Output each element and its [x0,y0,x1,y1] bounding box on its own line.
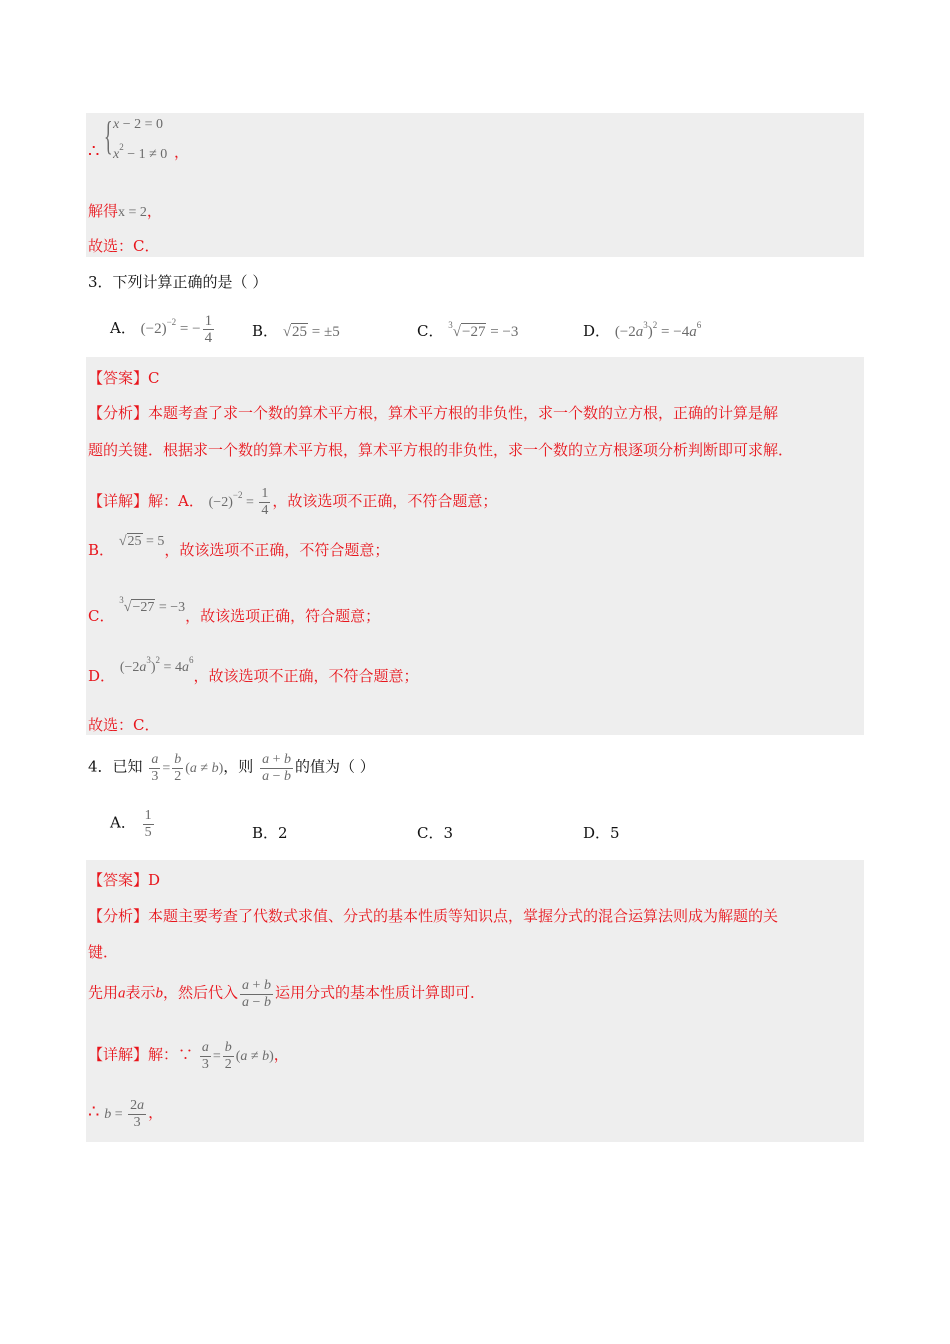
q3-detail-tag: 【详解】 [88,492,149,510]
q3-option-b-label: B． [252,322,279,340]
q3-option-d-label: D． [583,322,611,340]
system-line-1: x − 2 = 0 [113,117,164,132]
q4-option-b-value: 2 [278,824,288,842]
q4-method-suffix: 运用分式的基本性质计算即可． [274,983,485,1002]
q3-choose: 故选：C． [88,716,160,734]
q3-stem: 3．下列计算正确的是（ ） [88,273,268,291]
system-comma: ， [174,143,190,161]
q3-option-d[interactable]: D． $(-2a^3)^2 = -4a^6$ [583,320,702,340]
q4-method-prefix: 先用 [88,983,119,1002]
q3-option-c-label: C． [417,322,444,340]
q4-option-a-label: A． [110,813,136,832]
q4-therefore-line: ∴ b = $\frac{2a}{3}$ ， [88,1098,164,1130]
q3-analysis-line2: 题的关键．根据求一个数的算术平方根，算术平方根的非负性，求一个数的立方根逐项分析判断即可求解． [88,441,794,459]
q4-method-line: 先用a表示b，然后代入 $\frac{a + b}{a - b}$ 运用分式的基本性质计算即可． [88,978,485,1010]
q3-detail-prefix: 解：A． [148,492,204,510]
q3-option-c[interactable]: C． $^3$√−27 = −3 [417,320,519,340]
q4-analysis-line2: 键． [88,943,119,961]
q3-detail-c-label: C． [88,607,115,625]
q3-option-a-label: A． [110,318,136,337]
q4-detail-prefix: 解：∵ [148,1045,194,1064]
choose-line-q2: 故选：C． [88,237,160,255]
q4-option-c[interactable] [417,822,453,843]
q3-detail-c: C． $^3$√−27 = −3，故该选项正确，符合题意； [88,595,381,625]
q3-detail-d-text: ，故该选项不正确，不符合题意； [193,667,419,685]
q4-method-mid2: ，然后代入 [163,983,239,1002]
q3-answer [88,368,160,388]
q3-answer-value: C [148,369,160,387]
q3-option-b[interactable]: B． √25 = ±5 [252,322,340,340]
q4-method-mid1: 表示 [125,983,156,1002]
system-line-2: $x^2 - 1 \ne 0$ [113,142,168,162]
q4-option-a[interactable]: A． $\frac{1}{5}$ [110,808,152,840]
q3-detail-a: 【详解】解：A． $(-2)^{-2}$ = $\frac{1}{4}$ ，故该选项不正确，不符合题意； [88,486,498,519]
brace-symbol: { [104,113,113,158]
q4-stem: 4．已知 $\frac{a}{3}$ = $\frac{b}{2}$ (a ≠ b)，则 $\frac{a + b}{a - b}$ 的值为（ ） [88,752,375,784]
solve-line: 解得x = 2， [88,202,162,220]
q4-answer [88,870,160,890]
q4-detail-tag: 【详解】 [88,1045,149,1064]
q4-analysis-tag: 【分析】 [88,907,149,925]
q3-detail-d: D． $(-2a^3)^2 = 4a^6$，故该选项不正确，不符合题意； [88,655,419,685]
solution-block-q2 [86,113,864,257]
q4-analysis-line1 [88,906,778,926]
q3-analysis-text1: 本题考查了求一个数的算术平方根，算术平方根的非负性，求一个数的立方根，正确的计算是解 [148,404,779,422]
q4-detail-line: 【详解】解：∵ $\frac{a}{3}$ = $\frac{b}{2}$ (a ≠ b)， [88,1040,289,1072]
q3-answer-tag: 【答案】 [88,369,149,387]
q4-answer-value: D [148,871,161,889]
q3-detail-b-label: B． [88,541,115,559]
q4-option-d-label: D． [583,824,611,842]
q4-method-b: b [155,985,164,1002]
q3-analysis-line1 [88,403,778,423]
q4-option-d[interactable] [583,822,620,843]
q4-method-a: a [118,985,126,1002]
q4-option-b[interactable] [252,822,288,843]
q3-detail-d-label: D． [88,667,116,685]
solve-prefix: 解得 [88,202,119,220]
q3-option-a[interactable]: A． $(-2)^{-2}$ = − $\frac{1}{4}$ [110,313,213,346]
q4-answer-tag: 【答案】 [88,871,149,889]
q4-detail-comma: ， [273,1045,289,1064]
q4-last-comma: ， [148,1103,164,1122]
q3-detail-b-text: ，故该选项不正确，不符合题意； [164,541,390,559]
q4-stem-suffix: 的值为（ ） [294,757,375,776]
q3-detail-b: B． √25 = 5，故该选项不正确，不符合题意； [88,534,390,559]
q3-analysis-tag: 【分析】 [88,404,149,422]
q4-therefore-symbol: ∴ [88,1101,100,1123]
q4-stem-mid: ，则 [223,757,254,776]
q3-detail-c-text: ，故该选项正确，符合题意； [185,607,381,625]
q4-option-c-label: C． [417,824,444,842]
therefore-symbol: ∴ [88,141,100,162]
solve-math: x = 2 [118,205,147,220]
q4-option-c-value: 3 [443,824,454,842]
q4-option-b-label: B． [252,824,279,842]
q3-detail-a-text: ，故该选项不正确，不符合题意； [272,492,498,510]
q4-option-d-value: 5 [610,824,620,842]
q4-analysis-text1: 本题主要考查了代数式求值、分式的基本性质等知识点，掌握分式的混合运算法则成为解题的关 [148,907,779,925]
q4-stem-prefix: 4．已知 [88,757,143,776]
